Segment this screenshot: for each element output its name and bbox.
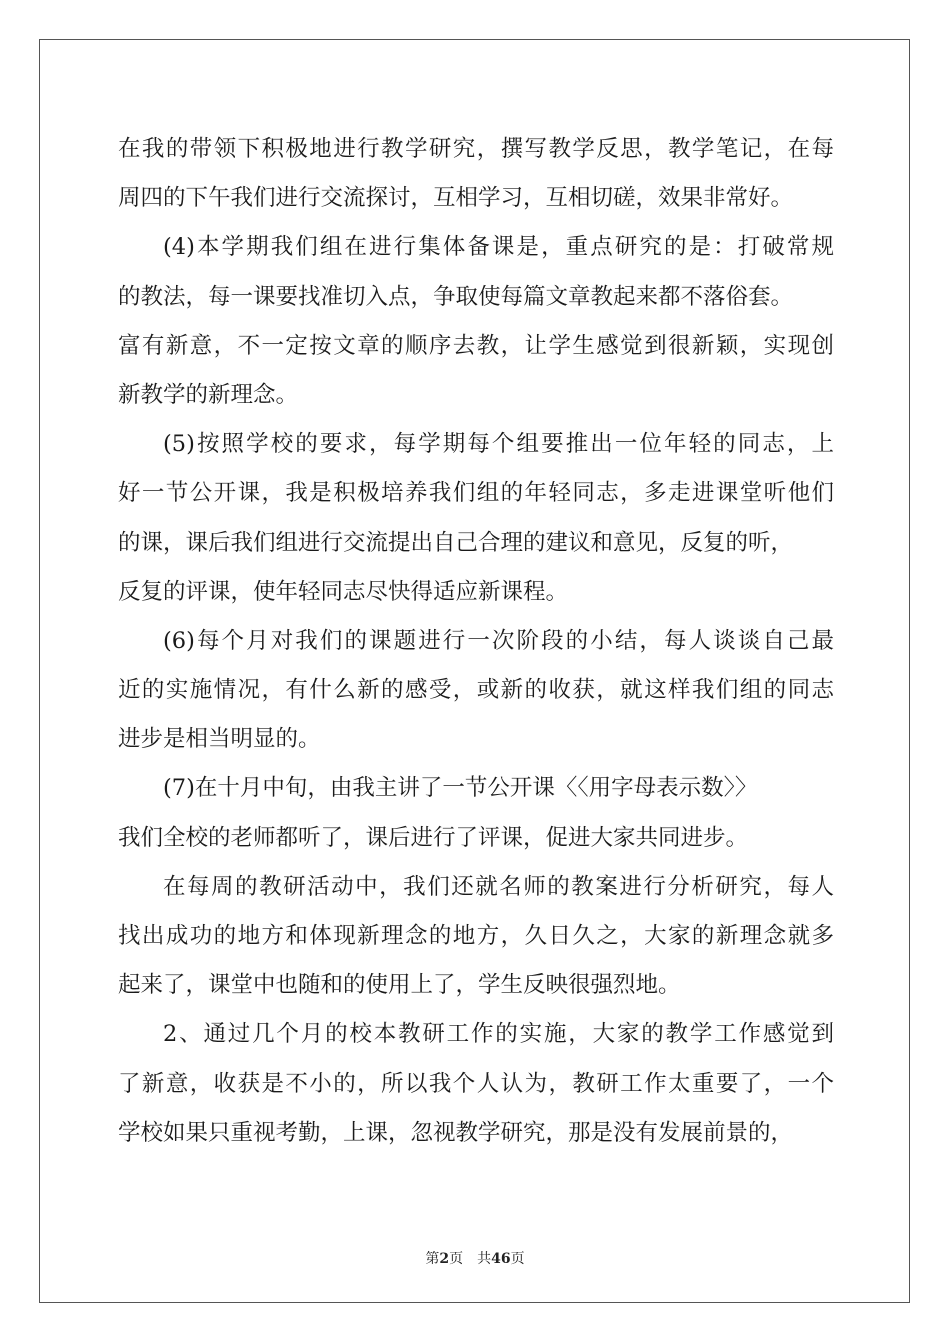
text-line: 起来了，课堂中也随和的使用上了，学生反映很强烈地。 <box>118 972 681 999</box>
document-body <box>118 125 834 1158</box>
text-line: 好一节公开课，我是积极培养我们组的年轻同志，多走进课堂听他们 <box>118 480 834 507</box>
text-line: 的教法，每一课要找准切入点，争取使每篇文章教起来都不落俗套。 <box>118 283 794 310</box>
text-line: 找出成功的地方和体现新理念的地方，久日久之，大家的新理念就多 <box>118 923 834 949</box>
paragraph-line: (4)本学期我们组在进行集体备课是，重点研究的是：打破常规 <box>163 234 834 261</box>
text-line: 在我的带领下积极地进行教学研究，撰写教学反思，教学笔记，在每 <box>118 136 834 162</box>
text-line: 的课，课后我们组进行交流提出自己合理的建议和意见，反复的听， <box>118 529 794 556</box>
page-number-label: 第2页 <box>425 1251 464 1267</box>
total-pages-label: 共46页 <box>477 1251 525 1267</box>
text-line: 我们全校的老师都听了，课后进行了评课，促进大家共同进步。 <box>118 824 749 851</box>
paragraph-line: (7)在十月中旬，由我主讲了一节公开课〈〈用字母表示数〉〉 <box>163 775 758 802</box>
text-line: 反复的评课，使年轻同志尽快得适应新课程。 <box>118 578 569 605</box>
text-line: 了新意，收获是不小的，所以我个人认为，教研工作太重要了，一个 <box>118 1070 834 1097</box>
paragraph-line: (5)按照学校的要求，每学期每个组要推出一位年轻的同志，上 <box>163 431 834 458</box>
paragraph-line: 2、通过几个月的校本教研工作的实施，大家的教学工作感觉到 <box>163 1021 834 1048</box>
paragraph-line: (6)每个月对我们的课题进行一次阶段的小结，每人谈谈自己最 <box>163 627 834 654</box>
text-line: 周四的下午我们进行交流探讨，互相学习，互相切磋，效果非常好。 <box>118 185 794 212</box>
page-footer <box>0 1248 950 1268</box>
text-line: 学校如果只重视考勤，上课，忽视教学研究，那是没有发展前景的， <box>118 1119 794 1146</box>
text-line: 新教学的新理念。 <box>118 381 299 408</box>
text-line: 近的实施情况，有什么新的感受，或新的收获，就这样我们组的同志 <box>118 677 834 704</box>
text-line: 进步是相当明显的。 <box>118 726 321 753</box>
text-line: 富有新意，不一定按文章的顺序去教，让学生感觉到很新颖，实现创 <box>118 332 834 359</box>
paragraph-line: 在每周的教研活动中，我们还就名师的教案进行分析研究，每人 <box>163 873 834 900</box>
